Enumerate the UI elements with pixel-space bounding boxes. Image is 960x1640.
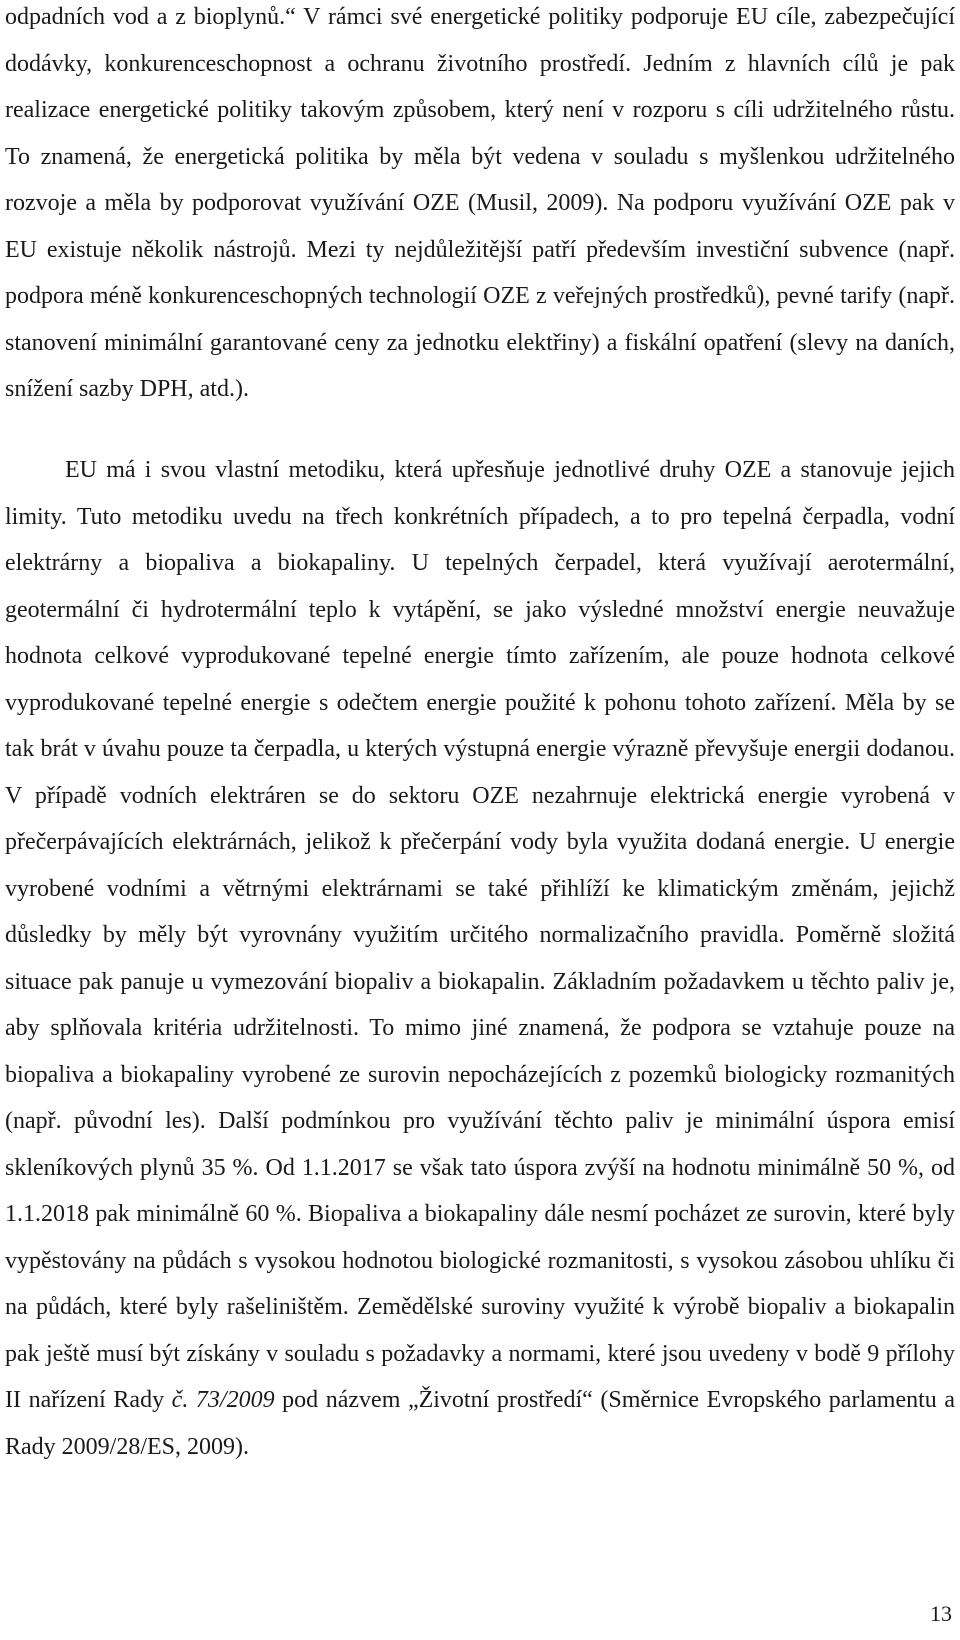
paragraph-2-text: EU má i svou vlastní metodiku, která upřesňuje jednotlivé druhy OZE a stanovuje jejich limity. Tuto metodiku uvedu na třech konkrétních případech, a to pro tepelná čerpadla, vodní elektrárny a biopaliva a biokapaliny. U tepelných čerpadel, která využívají aerotermální, geotermální či hydrotermální teplo k vytápění, se jako výsledné množství energie neuvažuje hodnota celkové vyprodukované tepelné energie tímto zařízením, ale pouze hodnota celkové vyprodukované tepelné energie s odečtem energie použité k pohonu tohoto zařízení. Měla by se tak brát v úvahu pouze ta čerpadla, u kterých výstupná energie výrazně převyšuje energii dodanou. V případě vodních elektráren se do sektoru OZE nezahrnuje elektrická energie vyrobená v přečerpávajících elektrárnách, jelikož k přečerpání vody byla využita dodaná energie. U energie vyrobené vodními a větrnými elektrárnami se také přihlíží ke klimatickým změnám, jejichž důsledky by měly být vyrovnány využitím určitého normalizačního pravidla. Poměrně složitá situace pak panuje u vymezování biopaliv a biokapalin. Základním požadavkem u těchto paliv je, aby splňovala kritéria udržitelnosti. To mimo jiné znamená, že podpora se vztahuje pouze na biopaliva a biokapaliny vyrobené ze surovin nepocházejících z pozemků biologicky rozmanitých (např. původní les). Další podmínkou pro využívání těchto paliv je minimální úspora emisí skleníkových plynů 35 %. Od 1.1.2017 se však tato úspora zvýší na hodnotu minimálně 50 %, od 1.1.2018 pak minimálně 60 %. Biopaliva a biokapaliny dále nesmí pocházet ze surovin, které byly vypěstovány na půdách s vysokou hodnotou biologické rozmanitosti, s vysokou zásobou uhlíku či na půdách, které byly rašeliništěm. Zemědělské suroviny využité k výrobě biopaliv a biokapalin pak ještě musí být získány v souladu s požadavky a normami, které jsou uvedeny v bodě 9 přílohy II nařízení Rady: [5, 457, 955, 1413]
body-paragraph-1: odpadních vod a z bioplynů.“ V rámci své energetické politiky podporuje EU cíle, zabezpečující dodávky, konkurenceschopnost a ochranu životního prostředí. Jedním z hlavních cílů je pak realizace energetické politiky takovým způsobem, který není v rozporu s cíli udržitelného růstu. To znamená, že energetická politika by měla být vedena v souladu s myšlenkou udržitelného rozvoje a měla by podporovat využívání OZE (Musil, 2009). Na podporu využívání OZE pak v EU existuje několik nástrojů. Mezi ty nejdůležitější patří především investiční subvence (např. podpora méně konkurenceschopných technologií OZE z veřejných prostředků), pevné tarify (např. stanovení minimální garantované ceny za jednotku elektřiny) a fiskální opatření (slevy na daních, snížení sazby DPH, atd.).: [5, 4, 955, 402]
paragraph-2-end: pod názvem „Životní prostředí“ (Směrnice Evropského parlamentu a Rady 2009/28/ES, 2009).: [5, 1387, 955, 1460]
regulation-number: č. 73/2009: [171, 1387, 275, 1413]
body-paragraph-2: [5, 447, 955, 1470]
page-number: 13: [930, 1601, 952, 1626]
